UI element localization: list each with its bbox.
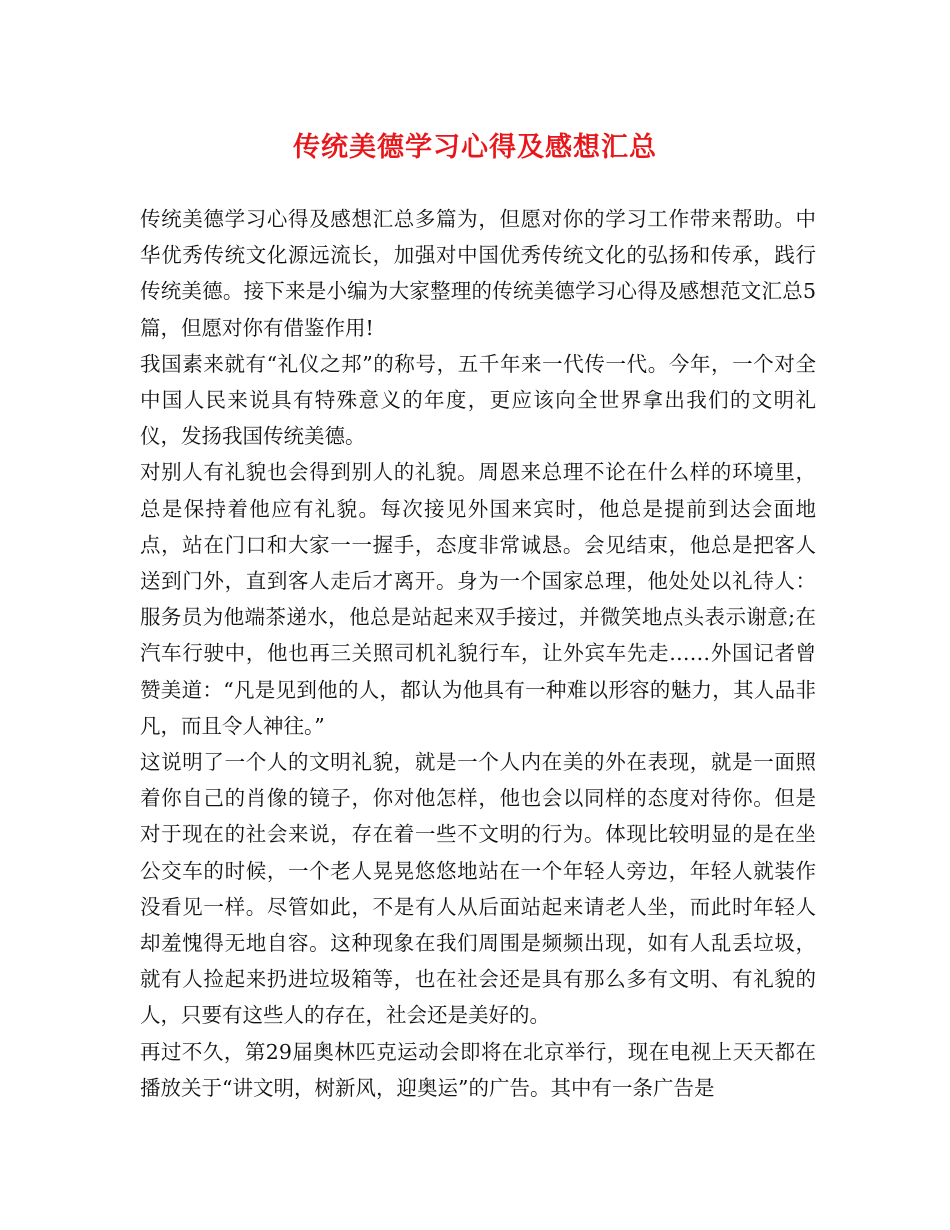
paragraph-zhou-enlai: 对别人有礼貌也会得到别人的礼貌。周恩来总理不论在什么样的环境里，总是保持着他应有礼貌。每次接见外国来宾时，他总是提前到达会面地点，站在门口和大家一一握手，态度非常诚恳。会见结束，他总是把客人送到门外，直到客人走后才离开。身为一个国家总理，他处处以礼待人：服务员为他端茶递水，他总是站起来双手接过，并微笑地点头表示谢意;在汽车行驶中，他也再三关照司机礼貌行车，让外宾车先走……外国记者曾赞美道：“凡是见到他的人，都认为他具有一种难以形容的魅力，其人品非凡，而且令人神往。”	[140, 460, 816, 738]
paragraph-civility-mirror: 这说明了一个人的文明礼貌，就是一个人内在美的外在表现，就是一面照着你自己的肖像的镜子，你对他怎样，他也会以同样的态度对待你。但是对于现在的社会来说，存在着一些不文明的行为。体现比较明显的是在坐公交车的时候，一个老人晃晃悠悠地站在一个年轻人旁边，年轻人就装作没看见一样。尽管如此，不是有人从后面站起来请老人坐，而此时年轻人却羞愧得无地自容。这种现象在我们周围是频频出现，如有人乱丢垃圾，就有人捡起来扔进垃圾箱等，也在社会还是具有那么多有文明、有礼貌的人，只要有这些人的存在，社会还是美好的。	[140, 750, 816, 1028]
paragraph-etiquette-nation: 我国素来就有“礼仪之邦”的称号，五千年来一代传一代。今年，一个对全中国人民来说具有特殊意义的年度，更应该向全世界拿出我们的文明礼仪，发扬我国传统美德。	[140, 351, 816, 449]
document-title: 传统美德学习心得及感想汇总	[293, 132, 657, 163]
document-body	[140, 201, 816, 1106]
paragraph-olympics: 再过不久，第29届奥林匹克运动会即将在北京举行，现在电视上天天都在播放关于“讲文明，树新风，迎奥运”的广告。其中有一条广告是	[140, 1039, 816, 1100]
paragraph-intro: 传统美德学习心得及感想汇总多篇为，但愿对你的学习工作带来帮助。中华优秀传统文化源远流长，加强对中国优秀传统文化的弘扬和传承，践行传统美德。接下来是小编为大家整理的传统美德学习心得及感想范文汇总5篇，但愿对你有借鉴作用!	[140, 207, 816, 340]
